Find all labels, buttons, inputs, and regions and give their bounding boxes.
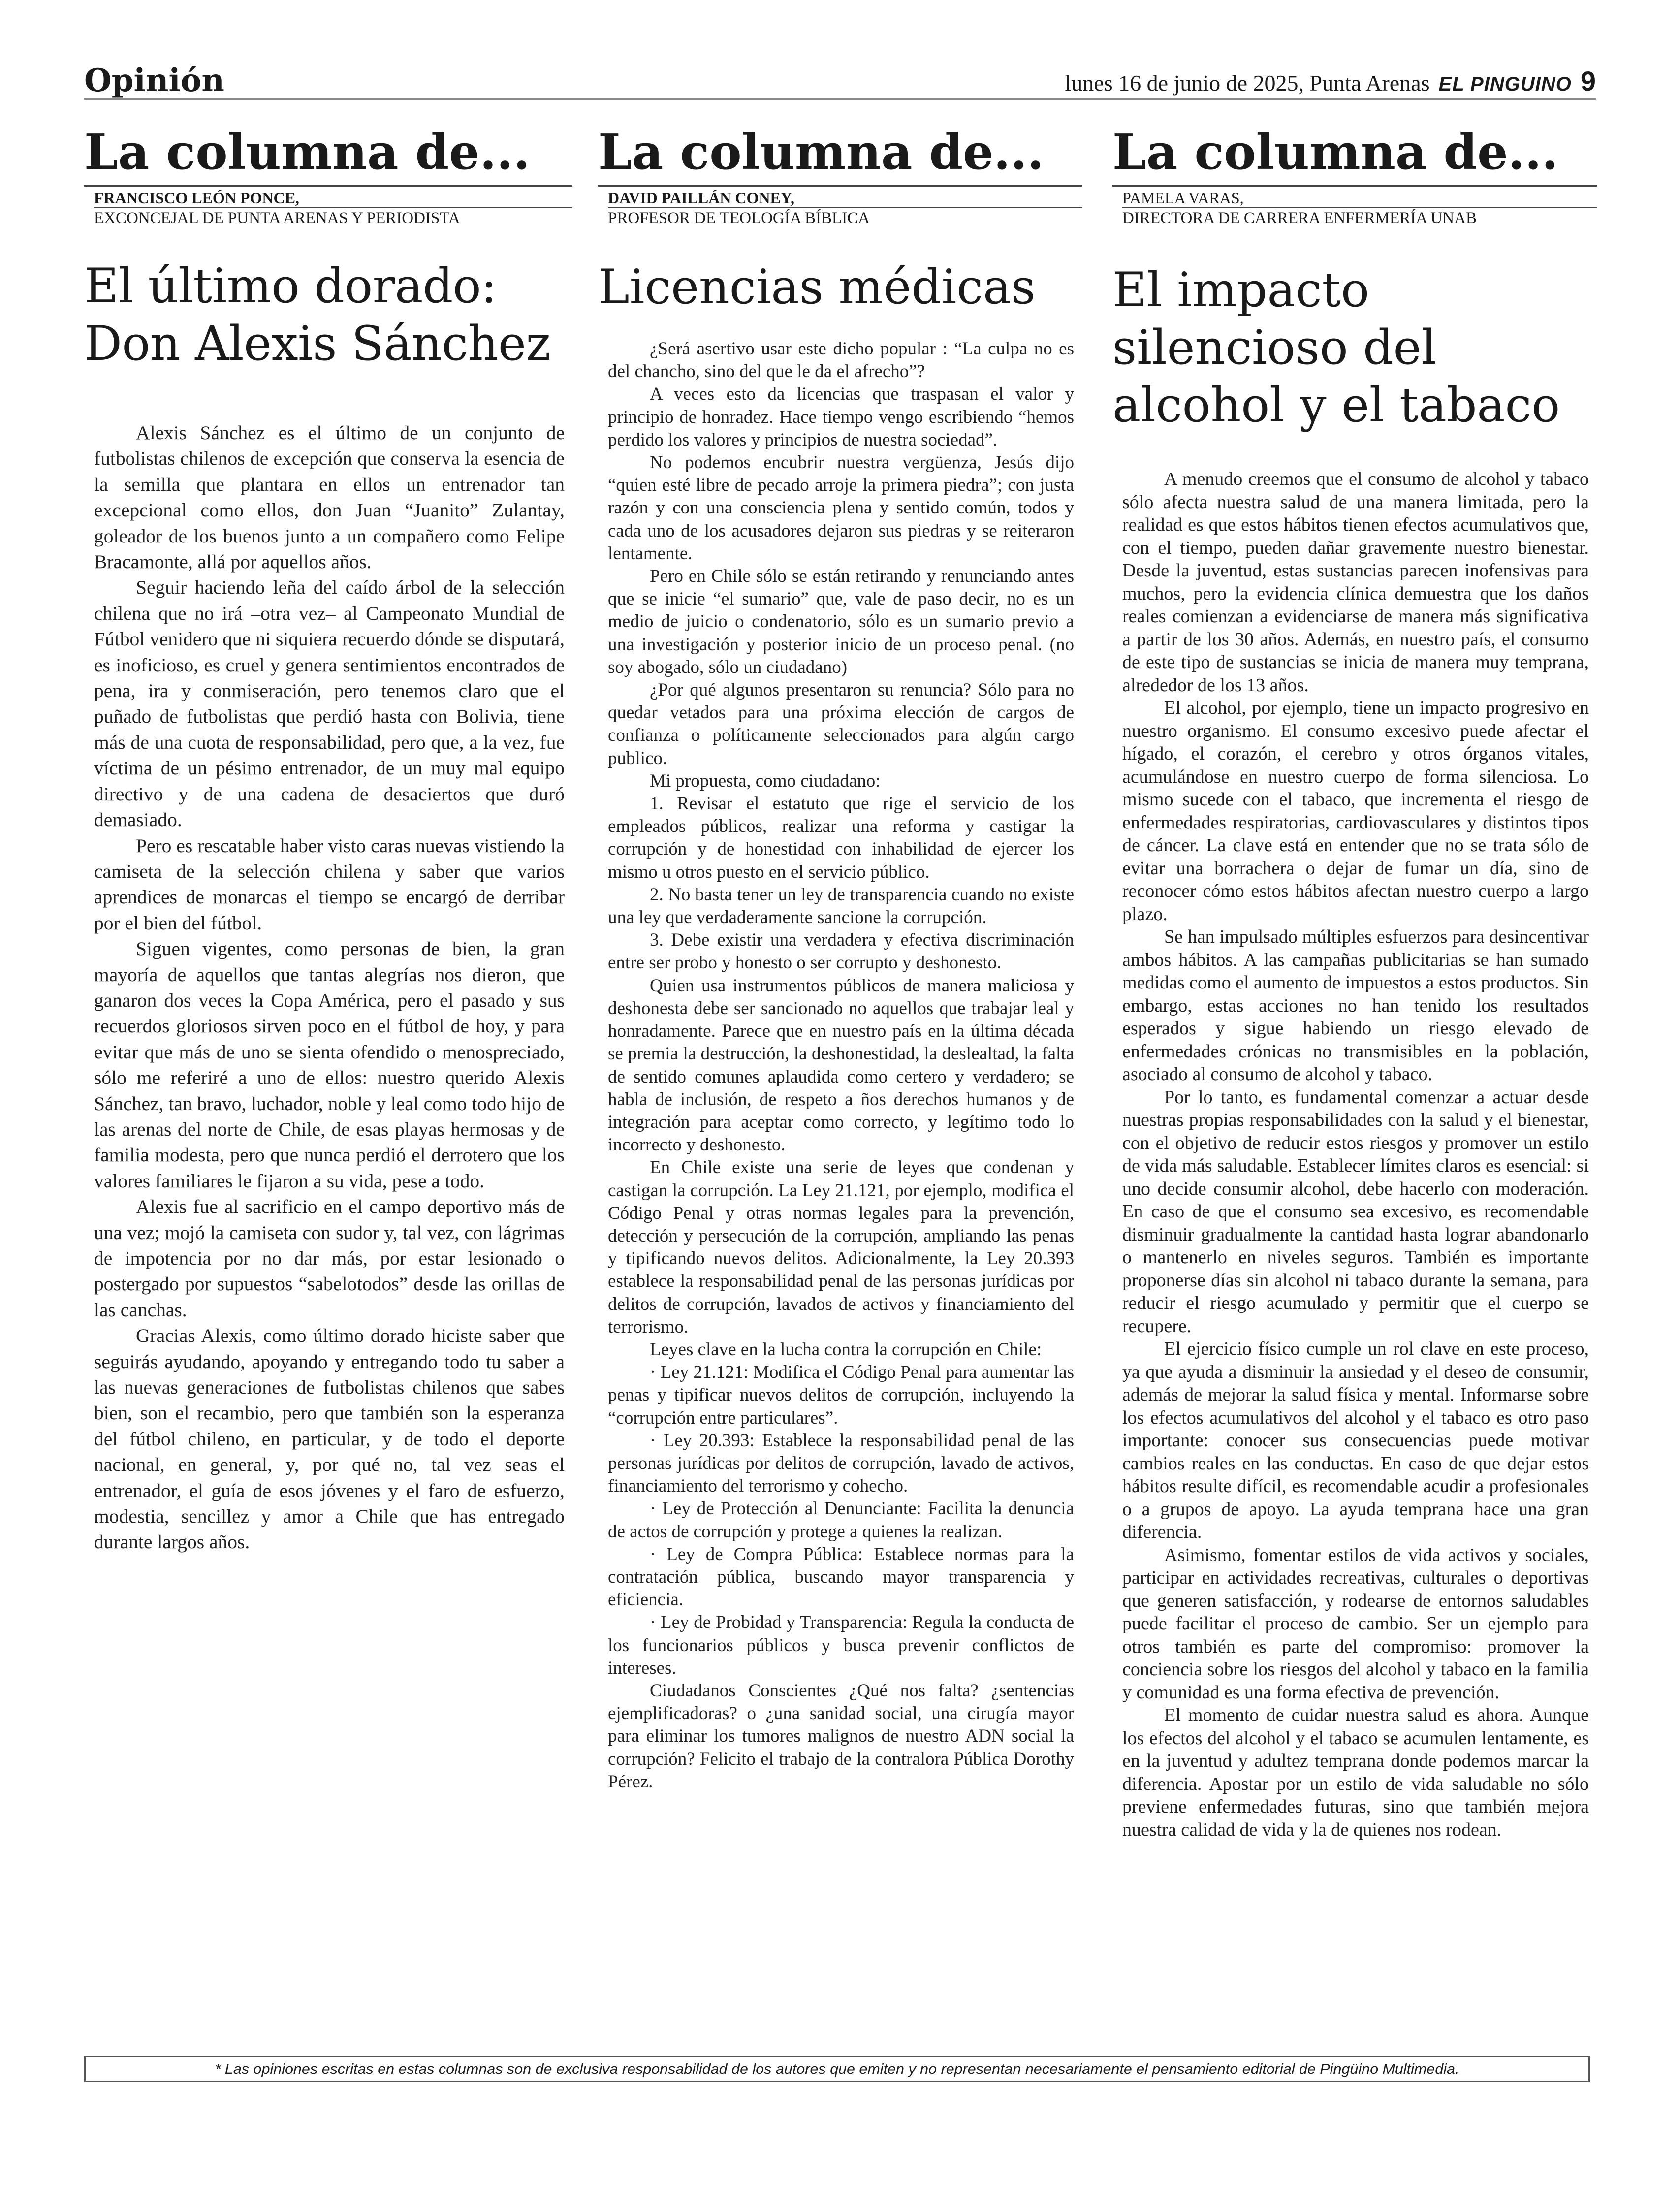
column-2 [598, 123, 1082, 1793]
paragraph: A veces esto da licencias que traspasan el valor y principio de honradez. Hace tiempo vengo escribiendo “hemos perdido los valores y principios de nuestra sociedad”. [608, 384, 1074, 450]
disclaimer: * Las opiniones escritas en estas columnas son de exclusiva responsabilidad de los autores que emiten y no representan necesariamente el pensamiento editorial de Pingüino Multimedia. [84, 2056, 1590, 2082]
paragraph: A menudo creemos que el consumo de alcohol y tabaco sólo afecta nuestra salud de una manera limitada, pero la realidad es que estos hábitos tienen efectos acumulativos que, con el tiempo, pueden dañar gravemente nuestro bienestar. Desde la juventud, estas sustancias parecen inofensivas para muchos, pero la evidencia clínica demuestra que los daños reales comienzan a evidenciarse de manera más significativa a partir de los 30 años. Además, en nuestro país, el consumo de este tipo de sustancias se inicia de manera muy temprana, alrededor de los 13 años. [1122, 469, 1589, 696]
paragraph: Seguir haciendo leña del caído árbol de la selección chilena que no irá –otra vez– al Campeonato Mundial de Fútbol venidero que ni siquiera recuerdo dónde se disputará, es inoficioso, es cruel y genera sentimientos encontrados de pena, ira y conmiseración, pero tenemos claro que el puñado de futbolistas que perdió hasta con Bolivia, tiene más de una cuota de responsabilidad, pero que, a la vez, fue víctima de un pésimo entrenador, de un muy mal equipo directivo y de una cadena de desaciertos que duró demasiado. [94, 576, 565, 831]
paragraph: Pero en Chile sólo se están retirando y renunciando antes que se inicie “el sumario” que, vale de paso decir, no es un medio de juicio o condenatorio, sólo es un sumario previo a una investigación y posterior inicio de un proceso penal. (no soy abogado, sólo un ciudadano) [608, 566, 1074, 677]
column-3 [1112, 123, 1597, 1841]
paragraph: Quien usa instrumentos públicos de manera maliciosa y deshonesta debe ser sancionado no aquellos que trabajar leal y honradamente. Parece que en nuestro país en la última década se premia la destrucción, la deshonestidad, la deslealtad, la falta de sentido comunes aplaudida como certero y verdadero; se habla de inclusión, de respeto a ños derechos humanos y de integración para aceptar como correcto, y legítimo todo lo incorrecto y deshonesto. [608, 975, 1074, 1155]
paragraph: 2. No basta tener un ley de transparencia cuando no existe una ley que verdaderamente sancione la corrupción. [608, 884, 1074, 928]
article-body [94, 420, 565, 1555]
author-block [1112, 185, 1597, 228]
paragraph: · Ley 21.121: Modifica el Código Penal para aumentar las penas y tipificar nuevos delitos de corrupción, incluyendo la “corrupción entre particulares”. [608, 1362, 1074, 1428]
paragraph: El ejercicio físico cumple un rol clave en este proceso, ya que ayuda a disminuir la ansiedad y el deseo de consumir, además de mejorar la salud física y mental. Informarse sobre los efectos acumulativos del alcohol y el tabaco es otro paso importante: conocer sus consecuencias puede motivar cambios reales en las conductas. En caso de que dejar estos hábitos resulte difícil, es recomendable acudir a profesionales o a grupos de apoyo. La ayuda temprana hace una gran diferencia. [1122, 1338, 1589, 1542]
column-kicker: La columna de... [84, 124, 530, 181]
paragraph: Se han impulsado múltiples esfuerzos para desincentivar ambos hábitos. A las campañas publicitarias se han sumado medidas como el aumento de impuestos a estos productos. Sin embargo, estas acciones no han tenido los resultados esperados y sigue habiendo un riesgo elevado de enfermedades crónicas no transmisibles en la población, asociado al consumo de alcohol y tabaco. [1122, 926, 1589, 1084]
author-name: PAMELA VARAS, [1122, 189, 1244, 207]
column-1 [84, 123, 572, 1555]
paragraph: El momento de cuidar nuestra salud es ahora. Aunque los efectos del alcohol y el tabaco se acumulen lentamente, es en la juventud y adultez temprana donde podemos marcar la diferencia. Apostar por un estilo de vida saludable no sólo previene enfermedades futuras, sino que también mejora nuestra calidad de vida y la de quienes nos rodean. [1122, 1705, 1589, 1840]
paragraph: Alexis Sánchez es el último de un conjunto de futbolistas chilenos de excepción que conserva la esencia de la semilla que plantara en ellos un entrenador tan excepcional como ellos, don Juan “Juanito” Zulantay, goleador de los buenos junto a un compañero como Felipe Bracamonte, allá por aquellos años. [94, 422, 565, 573]
paragraph: Siguen vigentes, como personas de bien, la gran mayoría de aquellos que tantas alegrías nos dieron, que ganaron dos veces la Copa América, pero el pasado y sus recuerdos gloriosos sirven poco en el fútbol de hoy, y para evitar que más de uno se sienta ofendido o menospreciado, sólo me referiré a uno de ellos: nuestro querido Alexis Sánchez, tan bravo, luchador, noble y leal como todo hijo de las arenas del norte de Chile, de esas playas hermosas y de familia modesta, pero que nunca perdió el derrotero que los valores familiares le fijaron a su vida, pese a todo. [94, 938, 565, 1192]
headline-line: El impacto [1112, 262, 1369, 318]
paragraph: · Ley de Probidad y Transparencia: Regula la conducta de los funcionarios públicos y busca prevenir conflictos de intereses. [608, 1612, 1074, 1678]
paragraph: Asimismo, fomentar estilos de vida activos y sociales, participar en actividades recreativas, culturales o deportivas que generen satisfacción, y rodearse de entornos saludables puede facilitar el proceso de cambio. Ser un ejemplo para otros también es parte del compromiso: promover la conciencia sobre los riesgos del alcohol y tabaco en la familia y comunidad es una forma efectiva de prevención. [1122, 1544, 1589, 1703]
paragraph: Ciudadanos Conscientes ¿Qué nos falta? ¿sentencias ejemplificadoras? o ¿una sanidad social, una cirugía mayor para eliminar los tumores malignos de nuestro ADN social la corrupción? Felicito el trabajo de la contralora Pública Dorothy Pérez. [608, 1680, 1074, 1792]
author-name: FRANCISCO LEÓN PONCE, [94, 189, 299, 207]
paragraph: · Ley 20.393: Establece la responsabilidad penal de las personas jurídicas por delitos de corrupción, lavado de activos, financiamiento del terrorismo y cohecho. [608, 1430, 1074, 1497]
author-block [598, 185, 1082, 228]
paragraph: El alcohol, por ejemplo, tiene un impacto progresivo en nuestro organismo. El consumo excesivo puede afectar el hígado, el corazón, el cerebro y otros órganos vitales, acumulándose en nuestro cuerpo de forma silenciosa. Lo mismo sucede con el tabaco, que incrementa el riesgo de enfermedades respiratorias, cardiovasculares y distintos tipos de cáncer. La clave está en entender que no se trata sólo de evitar una borrachera o dejar de fumar un día, sino de reconocer cómo estos hábitos afectan nuestro cuerpo a largo plazo. [1122, 698, 1589, 924]
brand-logo: EL PINGUINO [1438, 73, 1572, 95]
headline [598, 258, 1082, 316]
date-line: lunes 16 de junio de 2025, Punta Arenas [1065, 70, 1430, 96]
paragraph: 1. Revisar el estatuto que rige el servicio de los empleados públicos, realizar una reforma y castigar la corrupción y de honestidad con inhabilidad de ejercer los mismo u otros puesto en el servicio público. [608, 794, 1074, 882]
author-role: DIRECTORA DE CARRERA ENFERMERÍA UNAB [1122, 207, 1597, 228]
section-title: Opinión [84, 62, 224, 99]
headline-line: El último dorado: [84, 258, 497, 314]
headline-line: Licencias médicas [598, 259, 1036, 315]
article-body [1122, 468, 1589, 1841]
author-role: EXCONCEJAL DE PUNTA ARENAS Y PERIODISTA [94, 207, 572, 228]
paragraph: · Ley de Compra Pública: Establece normas para la contratación pública, buscando mayor transparencia y eficiencia. [608, 1544, 1074, 1610]
column-kicker: La columna de... [598, 124, 1044, 181]
paragraph: Alexis fue al sacrificio en el campo deportivo más de una vez; mojó la camiseta con sudor y, tal vez, con lágrimas de impotencia por no dar más, por estar lesionado o postergado por supuestos “sabelotodos” desde las orillas de las canchas. [94, 1196, 565, 1321]
headline [84, 257, 572, 373]
paragraph: Leyes clave en la lucha contra la corrupción en Chile: [650, 1339, 1042, 1360]
paragraph: Por lo tanto, es fundamental comenzar a actuar desde nuestras propias responsabilidades con la salud y el bienestar, con el objetivo de reducir estos riesgos y promover un estilo de vida más saludable. Establecer límites claros es esencial: si uno decide consumir alcohol, debe hacerlo con moderación. En caso de que el consumo sea excesivo, es recomendable disminuir gradualmente la cantidad hasta lograr abandonarlo o mantenerlo en niveles seguros. También es importante proponerse días sin alcohol ni tabaco durante la semana, para reducir el riesgo acumulado y permitir que el cuerpo se recupere. [1122, 1086, 1589, 1337]
author-role: PROFESOR DE TEOLOGÍA BÍBLICA [608, 207, 1082, 228]
header-meta [1065, 65, 1596, 97]
paragraph: Pero es rescatable haber visto caras nuevas vistiendo la camiseta de la selección chilena y saber que varios aprendices de monarcas el tiempo se encargó de derribar por el bien del fútbol. [94, 834, 565, 934]
paragraph: Mi propuesta, como ciudadano: [650, 770, 881, 791]
page-header [84, 63, 1596, 100]
headline [1112, 261, 1597, 434]
headline-line: Don Alexis Sánchez [84, 316, 551, 371]
paragraph: ¿Por qué algunos presentaron su renuncia? Sólo para no quedar vetados para una próxima elección de cargos de confianza o políticamente seleccionados para algún cargo publico. [608, 680, 1074, 768]
paragraph: Gracias Alexis, como último dorado hiciste saber que seguirás ayudando, apoyando y entregando todo tu saber a las nuevas generaciones de futbolistas chilenos que sabes bien, son el recambio, pero que también son la esperanza del fútbol chileno, en particular, y de todo el deporte nacional, en general, y, por qué no, tal vez seas el entrenador, el guía de esos jóvenes y el faro de esfuerzo, modestia, sencillez y amor a Chile que has entregado durante largos años. [94, 1325, 565, 1553]
paragraph: No podemos encubrir nuestra vergüenza, Jesús dijo “quien esté libre de pecado arroje la primera piedra”; con justa razón y con una consciencia plena y sentido común, todos y cada uno de los acusadores dejaron sus piedras y se reiteraron lentamente. [608, 452, 1074, 564]
article-body [608, 338, 1074, 1793]
headline-line: alcohol y el tabaco [1112, 378, 1560, 433]
column-kicker: La columna de... [1112, 124, 1558, 181]
paragraph: · Ley de Protección al Denunciante: Facilita la denuncia de actos de corrupción y protege a quienes la realizan. [608, 1498, 1074, 1542]
paragraph: 3. Debe existir una verdadera y efectiva discriminación entre ser probo y honesto o ser corrupto y deshonesto. [608, 930, 1074, 973]
paragraph: ¿Será asertivo usar este dicho popular : “La culpa no es del chancho, sino del que le da el afrecho”? [608, 339, 1074, 382]
paragraph: En Chile existe una serie de leyes que condenan y castigan la corrupción. La Ley 21.121, por ejemplo, modifica el Código Penal y otras normas legales para la prevención, detección y persecución de la corrupción, ampliando las penas y tipificando nuevos delitos. Adicionalmente, la Ley 20.393 establece la responsabilidad penal de las personas jurídicas por delitos de corrupción, lavados de activos y financiamiento del terrorismo. [608, 1157, 1074, 1337]
page-number: 9 [1580, 65, 1596, 96]
author-block [84, 185, 572, 228]
headline-line: silencioso del [1112, 320, 1437, 375]
author-name: DAVID PAILLÁN CONEY, [608, 189, 795, 207]
